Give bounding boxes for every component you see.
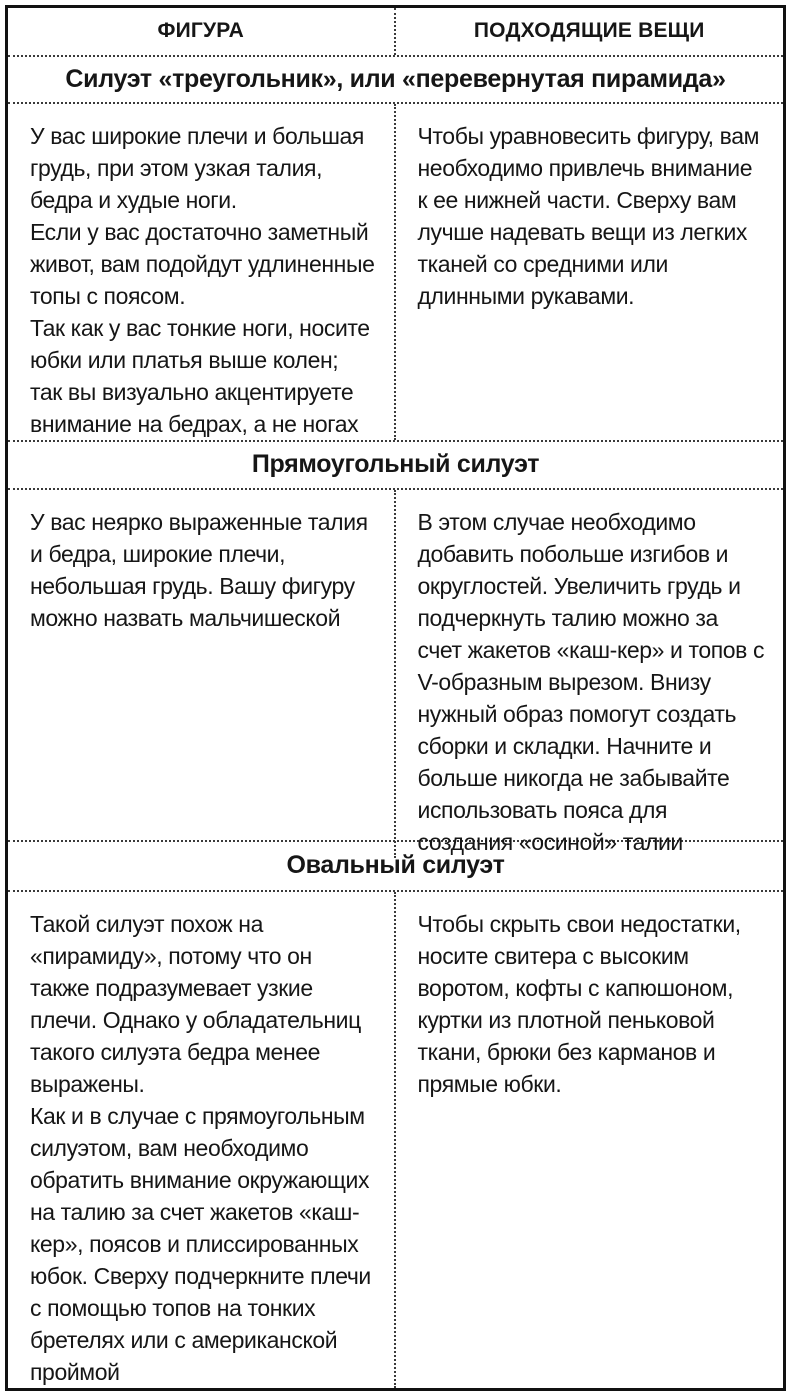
column-header-things: ПОДХОДЯЩИЕ ВЕЩИ: [473, 19, 705, 43]
paragraph: Как и в случае с прямоугольным силуэтом, вам необходимо обратить внимание окружающих на талию за счет жакетов «каш-кер», поясов и плиссированных юбок. Сверху подчеркните плечи с помощью топов на тонких бретелях или с американской проймой: [30, 1103, 371, 1385]
body-shapes-table: [5, 5, 786, 1391]
section-title-rectangle: Прямоугольный силуэт: [8, 442, 783, 490]
section-row-rectangle: [8, 490, 783, 855]
things-cell-oval: [396, 892, 784, 1388]
paragraph: Такой силуэт похож на «пирамиду», потому что он также подразумевает узкие плечи. Однако у обладательниц такого силуэта бедра менее выражены.: [30, 911, 361, 1097]
things-cell-triangle: [396, 104, 784, 440]
figure-cell-oval: [8, 892, 396, 1388]
header-row: [8, 8, 783, 57]
section-title-triangle: Силуэт «треугольник», или «перевернутая пирамида»: [8, 57, 783, 105]
paragraph: У вас широкие плечи и большая грудь, при этом узкая талия, бедра и худые ноги.: [30, 123, 364, 214]
paragraph: В этом случае необходимо добавить побольше изгибов и округлостей. Увеличить грудь и подчеркнуть талию можно за счет жакетов «каш-кер» и топов с V-образным вырезом. Внизу нужный образ помогут создать сборки и складки. Начните и больше никогда не забывайте использовать пояса для создания «осиной» талии: [417, 508, 765, 855]
section-row-oval: [8, 892, 783, 1388]
figure-cell-triangle: [8, 104, 396, 440]
column-header-figure: ФИГУРА: [8, 8, 396, 55]
section-row-triangle: [8, 104, 783, 442]
things-cell-rectangle: [396, 490, 784, 858]
paragraph: Чтобы уравновесить фигуру, вам необходимо привлечь внимание к ее нижней части. Сверху вам лучше надевать вещи из легких тканей со средними или длинными рукавами.: [417, 123, 760, 310]
figure-cell-rectangle: [8, 490, 396, 858]
paragraph: Так как у вас тонкие ноги, носите юбки или платья выше колен; так вы визуально акцентируете внимание на бедрах, а не ногах: [30, 315, 370, 438]
paragraph: У вас неярко выраженные талия и бедра, широкие плечи, небольшая грудь. Вашу фигуру можно назвать мальчишеской: [30, 508, 368, 631]
section-title-oval: Овальный силуэт: [8, 842, 783, 892]
paragraph: Чтобы скрыть свои недостатки, носите свитера с высоким воротом, кофты с капюшоном, куртки из плотной пеньковой ткани, брюки без карманов и прямые юбки.: [417, 911, 741, 1097]
paragraph: Если у вас достаточно заметный живот, вам подойдут удлиненные топы с поясом.: [30, 219, 375, 310]
